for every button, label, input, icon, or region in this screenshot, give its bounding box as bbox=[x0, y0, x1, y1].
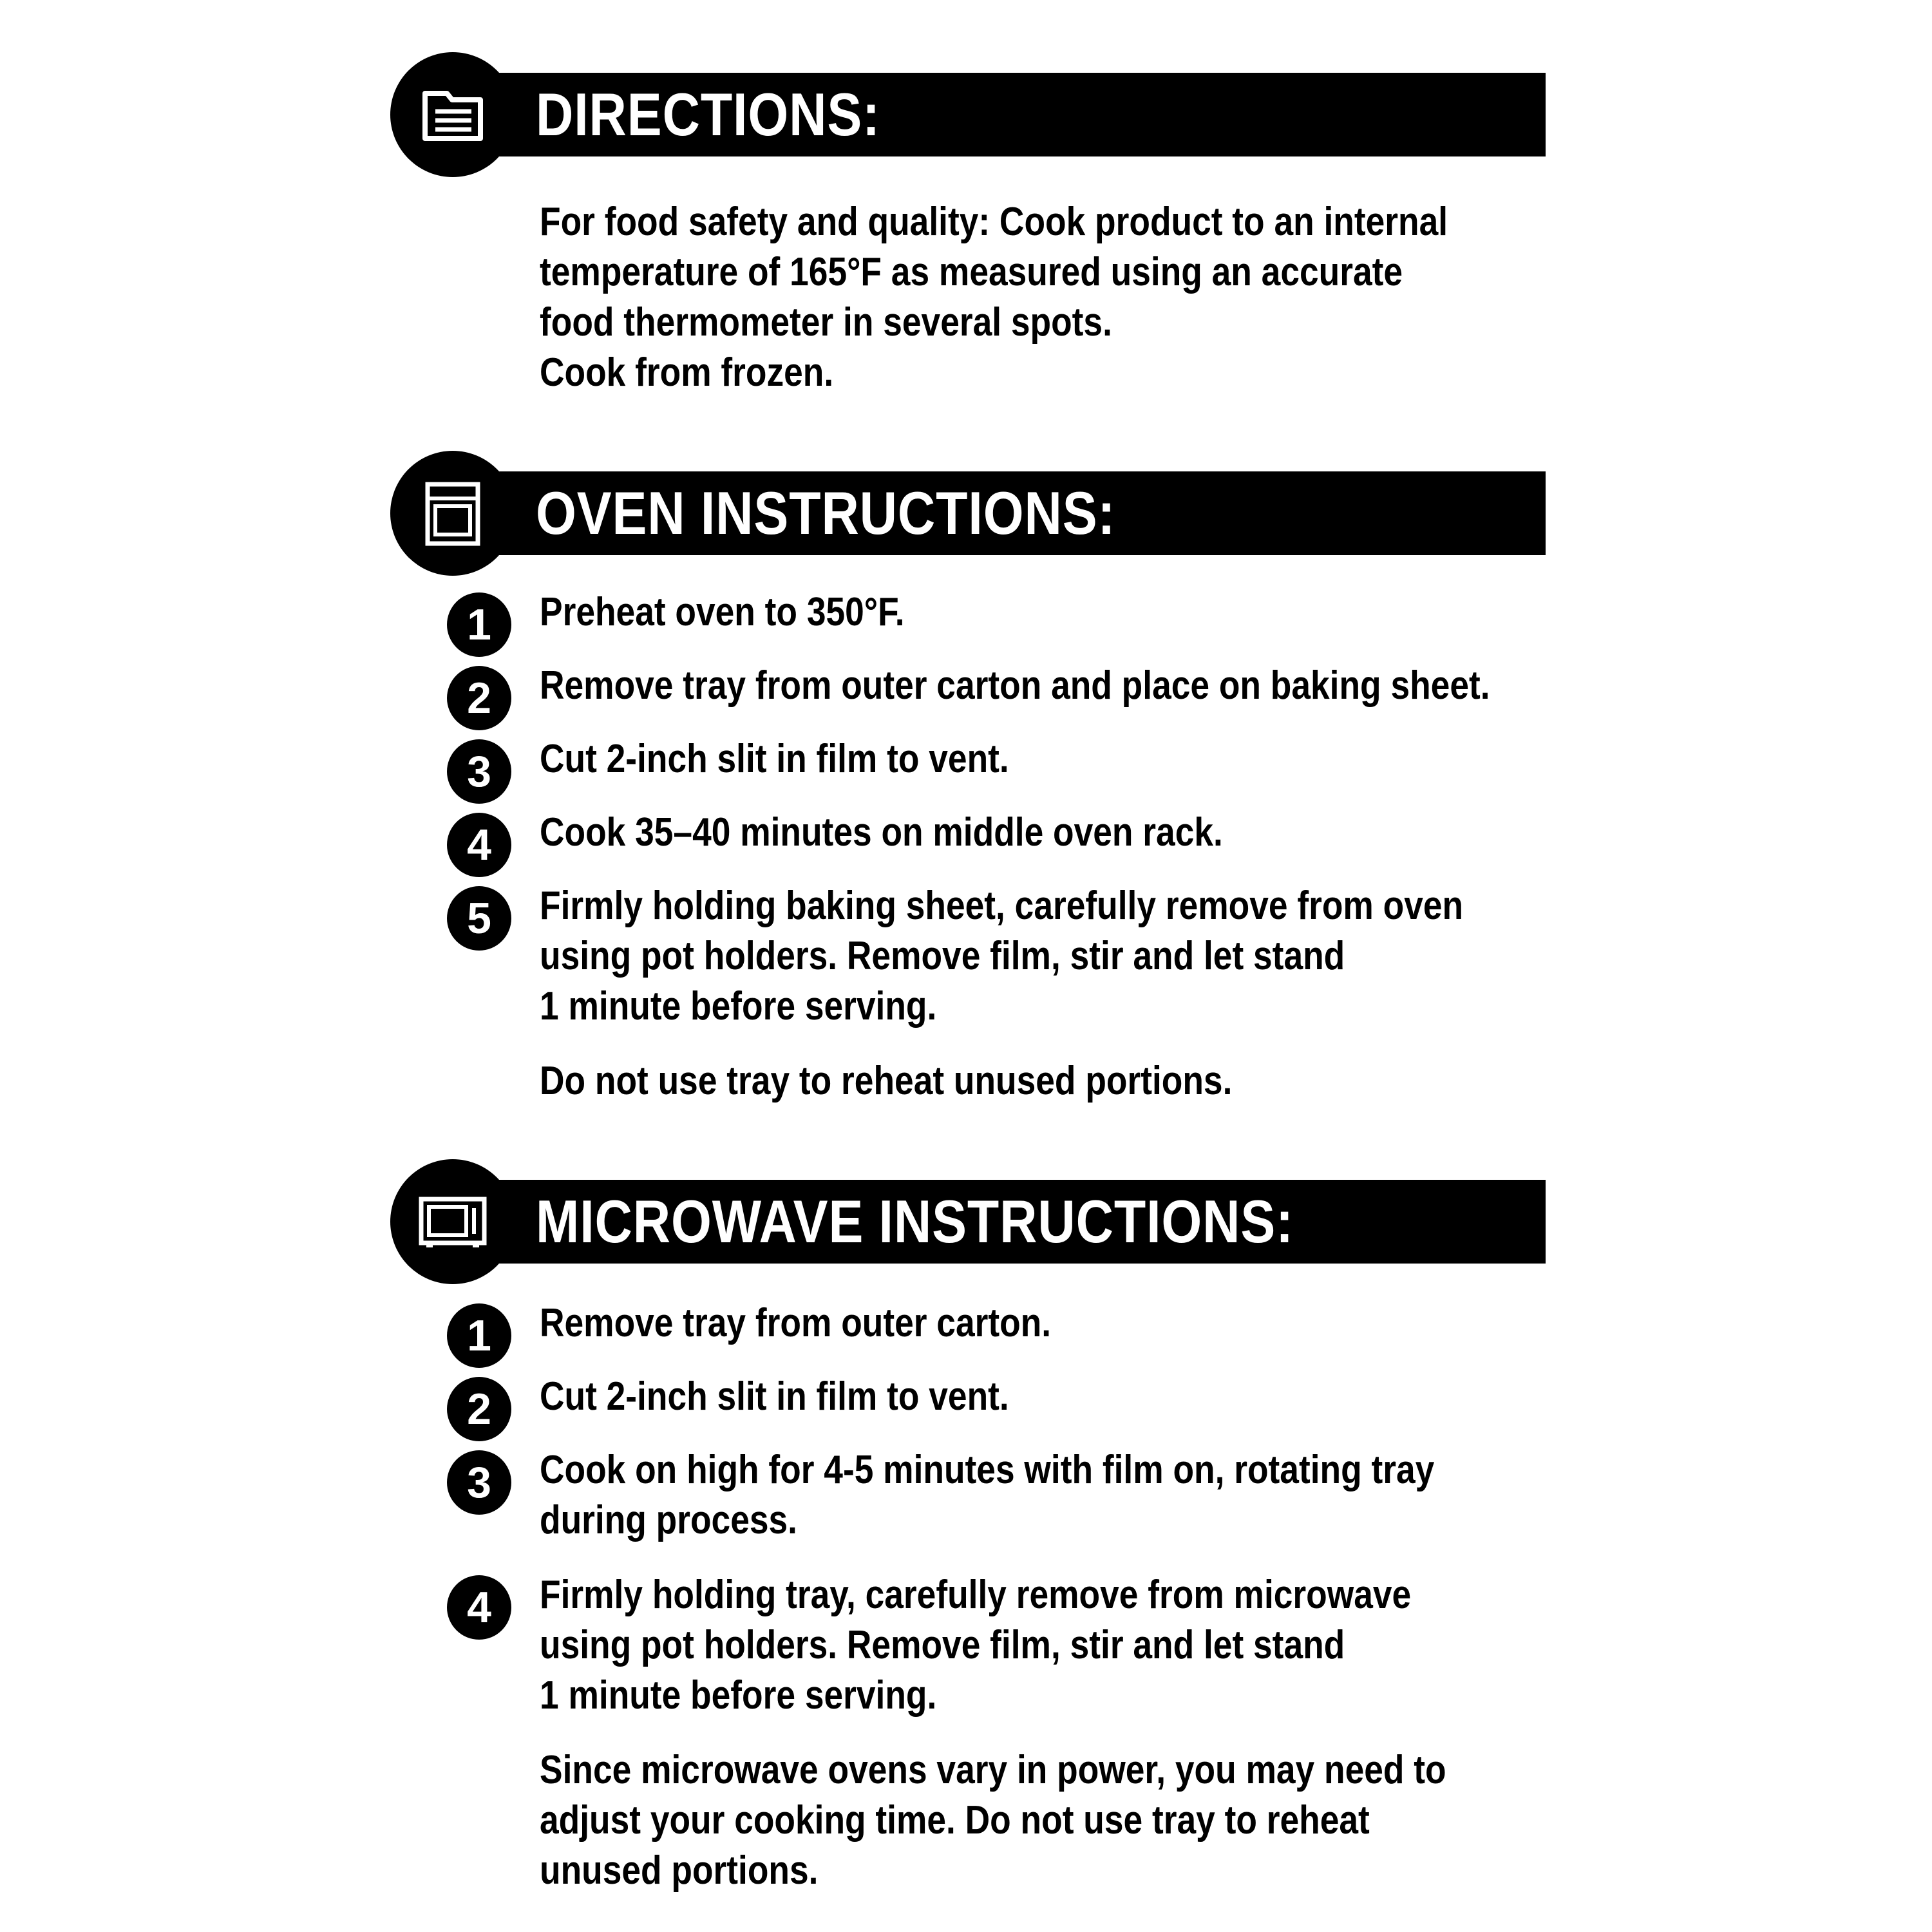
step-line: Cook on high for 4-5 minutes with film on, rotating tray bbox=[540, 1448, 1435, 1492]
step-line: Remove tray from outer carton. bbox=[540, 1301, 1052, 1345]
oven-step-text bbox=[540, 881, 1470, 1032]
oven-note bbox=[540, 1056, 1448, 1106]
step-line: Firmly holding tray, carefully remove from microwave bbox=[540, 1573, 1412, 1617]
step-line: Cut 2-inch slit in film to vent. bbox=[540, 1374, 1009, 1419]
microwave-step-text bbox=[540, 1372, 1470, 1422]
step-line: Cut 2-inch slit in film to vent. bbox=[540, 737, 1009, 781]
microwave-icon bbox=[410, 1179, 496, 1265]
step-number-badge: 4 bbox=[447, 813, 511, 877]
step-line: using pot holders. Remove film, stir and let stand bbox=[540, 934, 1345, 978]
directions-title: DIRECTIONS: bbox=[536, 80, 880, 148]
step-line: Cook 35–40 minutes on middle oven rack. bbox=[540, 810, 1223, 855]
step-line: 1 minute before serving. bbox=[540, 1673, 937, 1718]
microwave-title: MICROWAVE INSTRUCTIONS: bbox=[536, 1188, 1294, 1255]
step-number-badge: 3 bbox=[447, 1450, 511, 1515]
step-line: Firmly holding baking sheet, carefully remove from oven bbox=[540, 884, 1464, 928]
microwave-step-text bbox=[540, 1298, 1470, 1349]
directions-text bbox=[540, 197, 1448, 398]
step-line: during process. bbox=[540, 1498, 797, 1542]
step-line: Remove tray from outer carton and place on baking sheet. bbox=[540, 663, 1490, 708]
microwave-note-line: unused portions. bbox=[540, 1848, 819, 1893]
oven-step-text bbox=[540, 661, 1490, 711]
step-number-badge: 4 bbox=[447, 1575, 511, 1640]
step-number-badge: 1 bbox=[447, 592, 511, 657]
document-folder-icon bbox=[410, 71, 496, 158]
step-number-badge: 1 bbox=[447, 1303, 511, 1368]
step-line: using pot holders. Remove film, stir and let stand bbox=[540, 1623, 1345, 1667]
step-line: 1 minute before serving. bbox=[540, 984, 937, 1028]
step-number-badge: 3 bbox=[447, 739, 511, 804]
oven-step-text bbox=[540, 734, 1470, 784]
microwave-note-line: Since microwave ovens vary in power, you may need to bbox=[540, 1748, 1446, 1792]
step-number-badge: 2 bbox=[447, 1377, 511, 1441]
microwave-step-text bbox=[540, 1445, 1470, 1546]
microwave-step-text bbox=[540, 1570, 1470, 1721]
oven-note-line: Do not use tray to reheat unused portions. bbox=[540, 1059, 1233, 1103]
directions-line: For food safety and quality: Cook product to an internal bbox=[540, 200, 1448, 244]
microwave-note bbox=[540, 1745, 1448, 1896]
microwave-note-line: adjust your cooking time. Do not use tray to reheat bbox=[540, 1798, 1370, 1842]
oven-step-text bbox=[540, 808, 1470, 858]
step-line: Preheat oven to 350°F. bbox=[540, 590, 905, 634]
step-number-badge: 2 bbox=[447, 666, 511, 730]
oven-step-text bbox=[540, 587, 1470, 638]
oven-title: OVEN INSTRUCTIONS: bbox=[536, 479, 1116, 547]
step-number-badge: 5 bbox=[447, 886, 511, 951]
directions-line: Cook from frozen. bbox=[540, 350, 834, 395]
oven-icon bbox=[410, 470, 496, 556]
directions-line: food thermometer in several spots. bbox=[540, 300, 1112, 345]
directions-line: temperature of 165°F as measured using an accurate bbox=[540, 250, 1403, 294]
